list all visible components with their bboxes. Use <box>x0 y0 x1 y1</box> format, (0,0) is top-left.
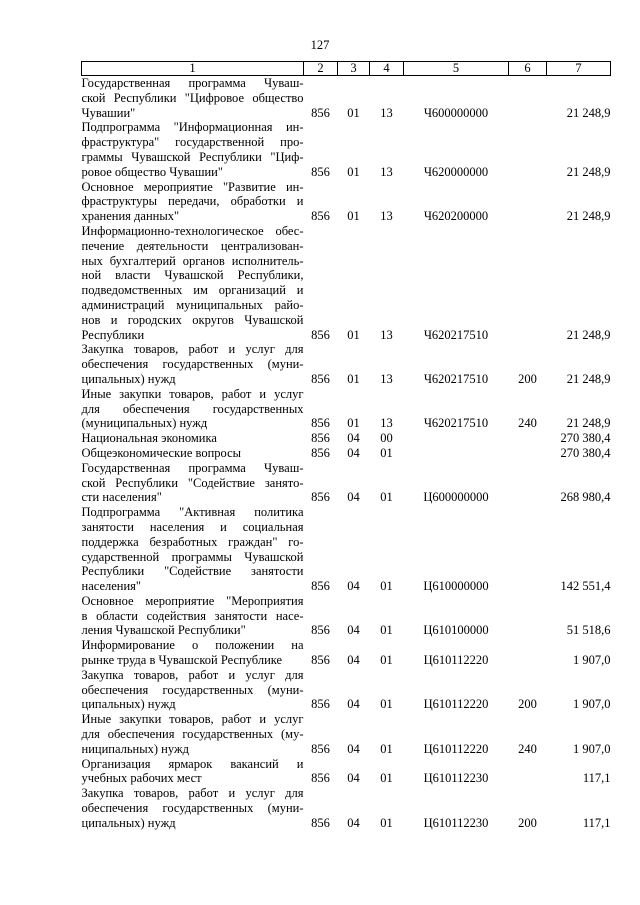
code-target-cell: Ц610100000 <box>423 623 489 638</box>
row-name-line: ровое общество Чувашии" <box>81 164 223 179</box>
code-subsection-cell: 01 <box>380 741 393 756</box>
table-row <box>82 594 611 638</box>
code-subsection-cell: 01 <box>380 579 393 594</box>
row-name-cell <box>82 638 304 668</box>
code-target-cell: Ч620217510 <box>423 416 489 431</box>
row-name-line: Общеэкономические вопросы <box>81 445 242 460</box>
code-subsection-cell: 01 <box>380 490 393 505</box>
row-name-line: фраструктуры передачи, обработки и <box>81 194 304 209</box>
row-name-line: Республики "Содействие занятости <box>81 564 304 579</box>
code-target-cell <box>404 446 509 461</box>
code-expense-type-cell <box>509 757 547 787</box>
row-name-cell <box>82 712 304 756</box>
code-admin-cell: 856 <box>311 490 330 505</box>
column-header: 3 <box>338 62 370 76</box>
page-number: 127 <box>310 38 330 52</box>
code-section-cell: 01 <box>347 371 360 386</box>
row-name-line: Организация ярмарок вакансий и <box>81 756 304 771</box>
table-header-row <box>82 62 611 76</box>
column-header: 1 <box>82 62 304 76</box>
row-name-line: обеспечения государственных (муни- <box>81 682 304 697</box>
code-target-cell: Ч620200000 <box>423 209 489 224</box>
code-subsection-cell: 01 <box>380 445 393 460</box>
row-name-cell <box>82 594 304 638</box>
code-subsection-cell: 01 <box>380 771 393 786</box>
code-expense-type-cell: 240 <box>518 741 537 756</box>
row-name-cell <box>82 431 304 446</box>
amount-cell: 21 248,9 <box>566 164 611 179</box>
amount-cell: 21 248,9 <box>566 327 611 342</box>
code-subsection-cell: 13 <box>380 416 393 431</box>
code-admin-cell: 856 <box>311 623 330 638</box>
row-name-cell <box>82 461 304 505</box>
code-subsection-cell: 01 <box>380 697 393 712</box>
amount-cell: 117,1 <box>582 771 611 786</box>
table-row <box>82 461 611 505</box>
amount-cell: 21 248,9 <box>566 371 611 386</box>
row-name-line: Иные закупки товаров, работ и услуг <box>81 712 304 727</box>
code-admin-cell: 856 <box>311 371 330 386</box>
code-section-cell: 04 <box>347 623 360 638</box>
row-name-cell <box>82 76 304 121</box>
code-expense-type-cell <box>509 76 547 121</box>
row-name-line: сударственной программы Чувашской <box>81 549 304 564</box>
table-row <box>82 387 611 431</box>
code-admin-cell: 856 <box>311 653 330 668</box>
row-name-cell <box>82 180 304 224</box>
row-name-line: ных бухгалтерий органов исполнитель- <box>81 253 304 268</box>
row-name-line: Подпрограмма "Активная политика <box>81 505 304 520</box>
code-admin-cell: 856 <box>311 327 330 342</box>
row-name-line: граммы Чувашской Республики "Циф- <box>81 149 304 164</box>
row-name-line: Закупка товаров, работ и услуг для <box>81 342 304 357</box>
row-name-line: обеспечения государственных (муни- <box>81 801 304 816</box>
row-name-line: нов и городских округов Чувашской <box>81 312 304 327</box>
row-name-line: занятости населения и социальная <box>81 519 304 534</box>
row-name-line: населения" <box>81 579 142 594</box>
row-name-cell <box>82 387 304 431</box>
row-name-cell <box>82 668 304 712</box>
code-target-cell: Ц610112230 <box>423 771 489 786</box>
row-name-line: Подпрограмма "Информационная ин- <box>81 120 304 135</box>
code-section-cell: 04 <box>347 445 360 460</box>
code-expense-type-cell <box>509 224 547 342</box>
row-name-line: Информирование о положении на <box>81 638 304 653</box>
code-admin-cell: 856 <box>311 416 330 431</box>
code-target-cell: Ц610112220 <box>423 697 489 712</box>
table-row <box>82 446 611 461</box>
row-name-line: Основное мероприятие "Развитие ин- <box>81 179 304 194</box>
row-name-line: рынке труда в Чувашской Республике <box>81 653 283 668</box>
code-admin-cell: 856 <box>311 445 330 460</box>
code-expense-type-cell <box>509 638 547 668</box>
budget-table <box>81 61 611 831</box>
code-expense-type-cell <box>509 461 547 505</box>
code-section-cell: 04 <box>347 653 360 668</box>
code-section-cell: 04 <box>347 771 360 786</box>
code-section-cell: 01 <box>347 164 360 179</box>
row-name-line: Закупка товаров, работ и услуг для <box>81 786 304 801</box>
row-name-line: администраций муниципальных райо- <box>81 297 304 312</box>
row-name-line: обеспечения государственных (муни- <box>81 357 304 372</box>
code-admin-cell: 856 <box>311 431 330 446</box>
row-name-line: хранения данных" <box>81 209 180 224</box>
code-admin-cell: 856 <box>311 209 330 224</box>
code-admin-cell: 856 <box>311 164 330 179</box>
row-name-line: Государственная программа Чуваш- <box>81 76 304 90</box>
row-name-line: ской Республики "Цифровое общество <box>81 90 304 105</box>
code-section-cell: 01 <box>347 209 360 224</box>
table-row <box>82 786 611 830</box>
amount-cell: 142 551,4 <box>560 579 611 594</box>
table-row <box>82 712 611 756</box>
row-name-line: печение деятельности централизован- <box>81 238 304 253</box>
row-name-line: поддержка безработных граждан" го- <box>81 534 304 549</box>
code-admin-cell: 856 <box>311 105 330 120</box>
row-name-line: ципальных) нужд <box>81 815 176 830</box>
code-expense-type-cell <box>509 505 547 594</box>
row-name-cell <box>82 224 304 342</box>
row-name-cell <box>82 120 304 179</box>
row-name-line: сти населения" <box>81 490 162 505</box>
row-name-line: ципальных) нужд <box>81 371 176 386</box>
code-subsection-cell: 13 <box>380 105 393 120</box>
amount-cell: 1 907,0 <box>573 697 611 712</box>
code-subsection-cell: 01 <box>380 653 393 668</box>
code-expense-type-cell: 240 <box>518 416 537 431</box>
amount-cell: 270 380,4 <box>560 431 611 446</box>
code-target-cell: Ч620217510 <box>423 371 489 386</box>
row-name-line: для обеспечения государственных (му- <box>81 727 304 742</box>
code-admin-cell: 856 <box>311 579 330 594</box>
code-expense-type-cell <box>509 446 547 461</box>
row-name-line: (муниципальных) нужд <box>81 416 208 431</box>
code-expense-type-cell <box>509 180 547 224</box>
amount-cell: 270 380,4 <box>560 445 611 460</box>
amount-cell: 117,1 <box>582 815 611 830</box>
table-row <box>82 638 611 668</box>
code-section-cell: 04 <box>347 697 360 712</box>
amount-cell: 1 907,0 <box>573 653 611 668</box>
table-row <box>82 76 611 121</box>
row-name-line: Информационно-технологическое обес- <box>81 223 304 238</box>
code-section-cell: 04 <box>347 431 360 446</box>
code-section-cell: 01 <box>347 327 360 342</box>
code-expense-type-cell: 200 <box>518 815 537 830</box>
code-subsection-cell: 00 <box>380 431 393 446</box>
code-subsection-cell: 13 <box>380 209 393 224</box>
row-name-line: ской Республики "Содействие занято- <box>81 475 304 490</box>
row-name-line: Национальная экономика <box>81 431 217 446</box>
code-section-cell: 01 <box>347 416 360 431</box>
code-admin-cell: 856 <box>311 697 330 712</box>
code-subsection-cell: 13 <box>380 327 393 342</box>
column-header: 7 <box>547 62 611 76</box>
column-header: 5 <box>404 62 509 76</box>
code-expense-type-cell: 200 <box>518 697 537 712</box>
row-name-line: Основное мероприятие "Мероприятия <box>81 593 304 608</box>
code-subsection-cell: 01 <box>380 623 393 638</box>
column-header: 6 <box>509 62 547 76</box>
row-name-line: Закупка товаров, работ и услуг для <box>81 667 304 682</box>
code-section-cell: 04 <box>347 815 360 830</box>
table-row <box>82 757 611 787</box>
code-target-cell: Ч600000000 <box>423 105 489 120</box>
row-name-line: Республики <box>81 327 145 342</box>
row-name-line: ления Чувашской Республики" <box>81 623 246 638</box>
column-header: 4 <box>370 62 404 76</box>
column-header: 2 <box>304 62 338 76</box>
code-target-cell: Ч620000000 <box>423 164 489 179</box>
code-expense-type-cell: 200 <box>518 371 537 386</box>
row-name-line: в области содействия занятости насе- <box>81 608 304 623</box>
table-row <box>82 180 611 224</box>
row-name-line: Чувашии" <box>81 105 136 120</box>
code-target-cell: Ч620217510 <box>423 327 489 342</box>
code-target-cell <box>404 431 509 446</box>
row-name-cell <box>82 505 304 594</box>
code-admin-cell: 856 <box>311 741 330 756</box>
code-expense-type-cell <box>509 120 547 179</box>
row-name-line: фраструктура" государственной про- <box>81 135 304 150</box>
table-row <box>82 505 611 594</box>
code-section-cell: 04 <box>347 741 360 756</box>
code-expense-type-cell <box>509 431 547 446</box>
code-admin-cell: 856 <box>311 815 330 830</box>
amount-cell: 51 518,6 <box>566 623 611 638</box>
table-row <box>82 120 611 179</box>
row-name-line: для обеспечения государственных <box>81 401 304 416</box>
row-name-line: ципальных) нужд <box>81 697 176 712</box>
amount-cell: 21 248,9 <box>566 105 611 120</box>
row-name-cell <box>82 446 304 461</box>
amount-cell: 21 248,9 <box>566 416 611 431</box>
row-name-cell <box>82 342 304 386</box>
table-row <box>82 342 611 386</box>
amount-cell: 268 980,4 <box>560 490 611 505</box>
amount-cell: 21 248,9 <box>566 209 611 224</box>
code-target-cell: Ц600000000 <box>423 490 489 505</box>
code-subsection-cell: 01 <box>380 815 393 830</box>
code-section-cell: 04 <box>347 490 360 505</box>
row-name-line: Иные закупки товаров, работ и услуг <box>81 386 304 401</box>
table-row <box>82 431 611 446</box>
row-name-line: Государственная программа Чуваш- <box>81 460 304 475</box>
row-name-cell <box>82 786 304 830</box>
code-section-cell: 01 <box>347 105 360 120</box>
row-name-line: ниципальных) нужд <box>81 741 189 756</box>
table-row <box>82 224 611 342</box>
code-subsection-cell: 13 <box>380 164 393 179</box>
row-name-line: ной власти Чувашской Республики, <box>81 268 304 283</box>
code-target-cell: Ц610112220 <box>423 741 489 756</box>
code-target-cell: Ц610112220 <box>423 653 489 668</box>
code-target-cell: Ц610112230 <box>423 815 489 830</box>
code-expense-type-cell <box>509 594 547 638</box>
row-name-cell <box>82 757 304 787</box>
amount-cell: 1 907,0 <box>573 741 611 756</box>
row-name-line: подведомственных им организаций и <box>81 283 304 298</box>
table-row <box>82 668 611 712</box>
code-admin-cell: 856 <box>311 771 330 786</box>
code-section-cell: 04 <box>347 579 360 594</box>
code-target-cell: Ц610000000 <box>423 579 489 594</box>
row-name-line: учебных рабочих мест <box>81 771 202 786</box>
code-subsection-cell: 13 <box>380 371 393 386</box>
